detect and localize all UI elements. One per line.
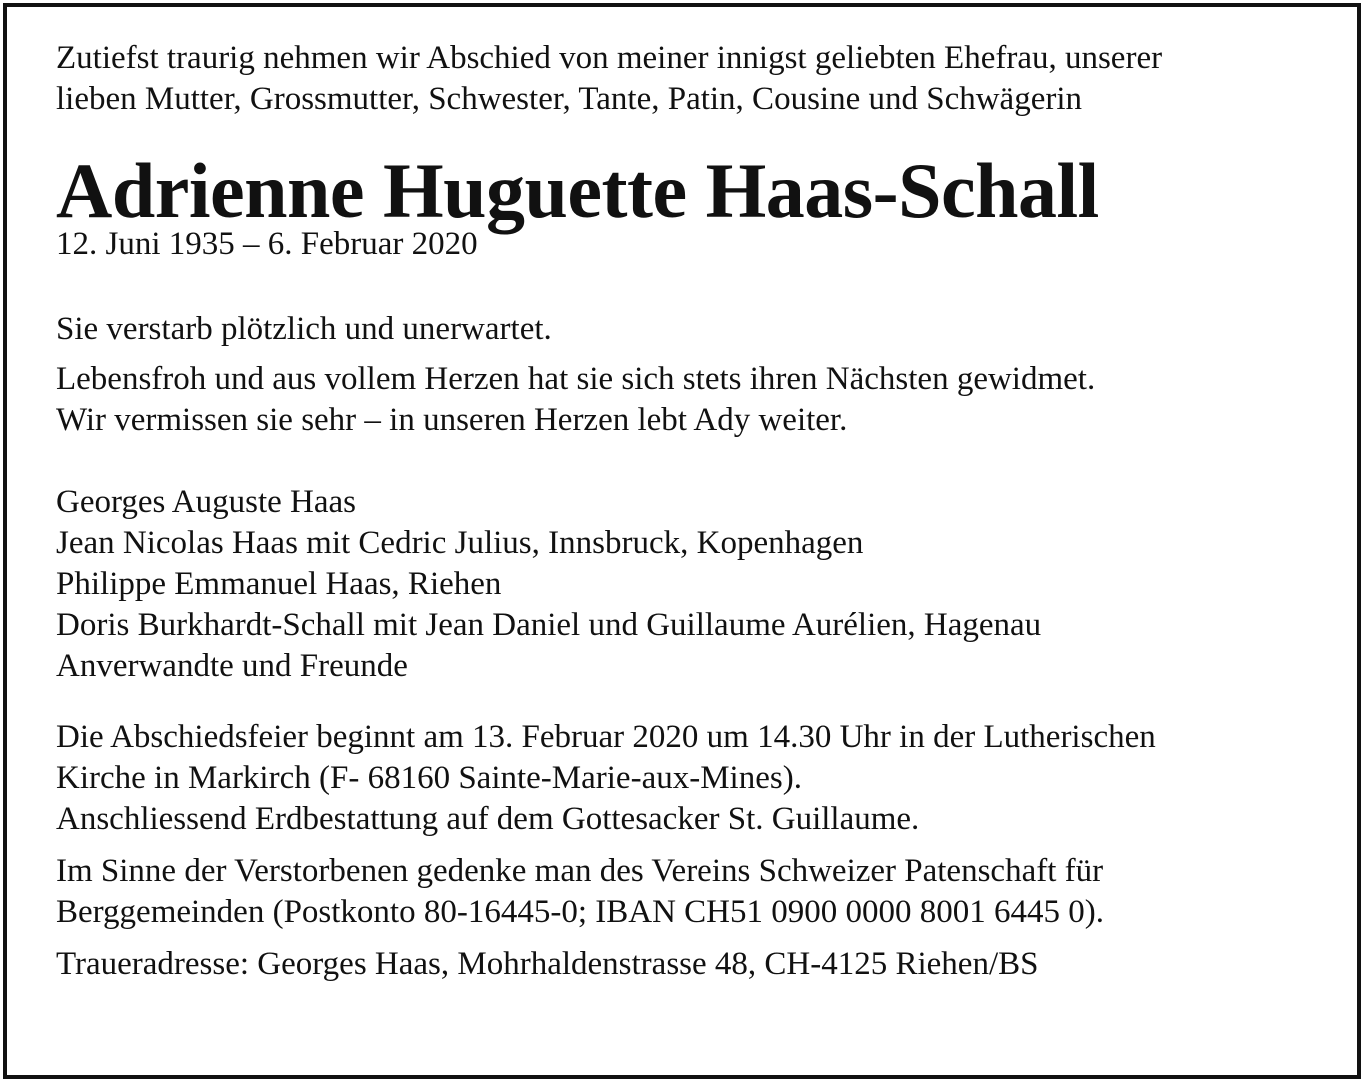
ceremony-line-2: Kirche in Markirch (F- 68160 Sainte-Marie-aux-Mines). [56, 760, 802, 796]
mourner-1: Georges Auguste Haas [56, 484, 356, 520]
remembrance-line-1: Lebensfroh und aus vollem Herzen hat sie sich stets ihren Nächsten gewidmet. [56, 361, 1096, 397]
donation-line-1: Im Sinne der Verstorbenen gedenke man des Vereins Schweizer Patenschaft für [56, 853, 1104, 889]
mourner-5: Anverwandte und Freunde [56, 648, 408, 684]
ceremony-line-3: Anschliessend Erdbestattung auf dem Gottesacker St. Guillaume. [56, 801, 920, 837]
intro-text [56, 38, 1346, 120]
mourner-2: Jean Nicolas Haas mit Cedric Julius, Innsbruck, Kopenhagen [56, 525, 864, 561]
deceased-name: Adrienne Huguette Haas-Schall [56, 147, 1099, 234]
donation-text [56, 851, 1346, 933]
intro-line-2: lieben Mutter, Grossmutter, Schwester, Tante, Patin, Cousine und Schwägerin [56, 81, 1083, 117]
life-dates: 12. Juni 1935 – 6. Februar 2020 [56, 226, 478, 262]
remembrance-line-2: Wir vermissen sie sehr – in unseren Herzen lebt Ady weiter. [56, 402, 848, 438]
mourners-list [56, 482, 1346, 687]
donation-line-2: Berggemeinden (Postkonto 80-16445-0; IBAN CH51 0900 0000 8001 6445 0). [56, 894, 1104, 930]
ceremony-text [56, 717, 1346, 840]
sudden-death-text: Sie verstarb plötzlich und unerwartet. [56, 311, 552, 347]
mourning-address: Traueradresse: Georges Haas, Mohrhaldenstrasse 48, CH-4125 Riehen/BS [56, 946, 1039, 982]
mourner-3: Philippe Emmanuel Haas, Riehen [56, 566, 502, 602]
obituary-notice [56, 38, 1346, 985]
mourner-4: Doris Burkhardt-Schall mit Jean Daniel und Guillaume Aurélien, Hagenau [56, 607, 1042, 643]
ceremony-line-1: Die Abschiedsfeier beginnt am 13. Februar 2020 um 14.30 Uhr in der Lutherischen [56, 719, 1156, 755]
intro-line-1: Zutiefst traurig nehmen wir Abschied von meiner innigst geliebten Ehefrau, unserer [56, 40, 1163, 76]
remembrance-text [56, 359, 1346, 441]
